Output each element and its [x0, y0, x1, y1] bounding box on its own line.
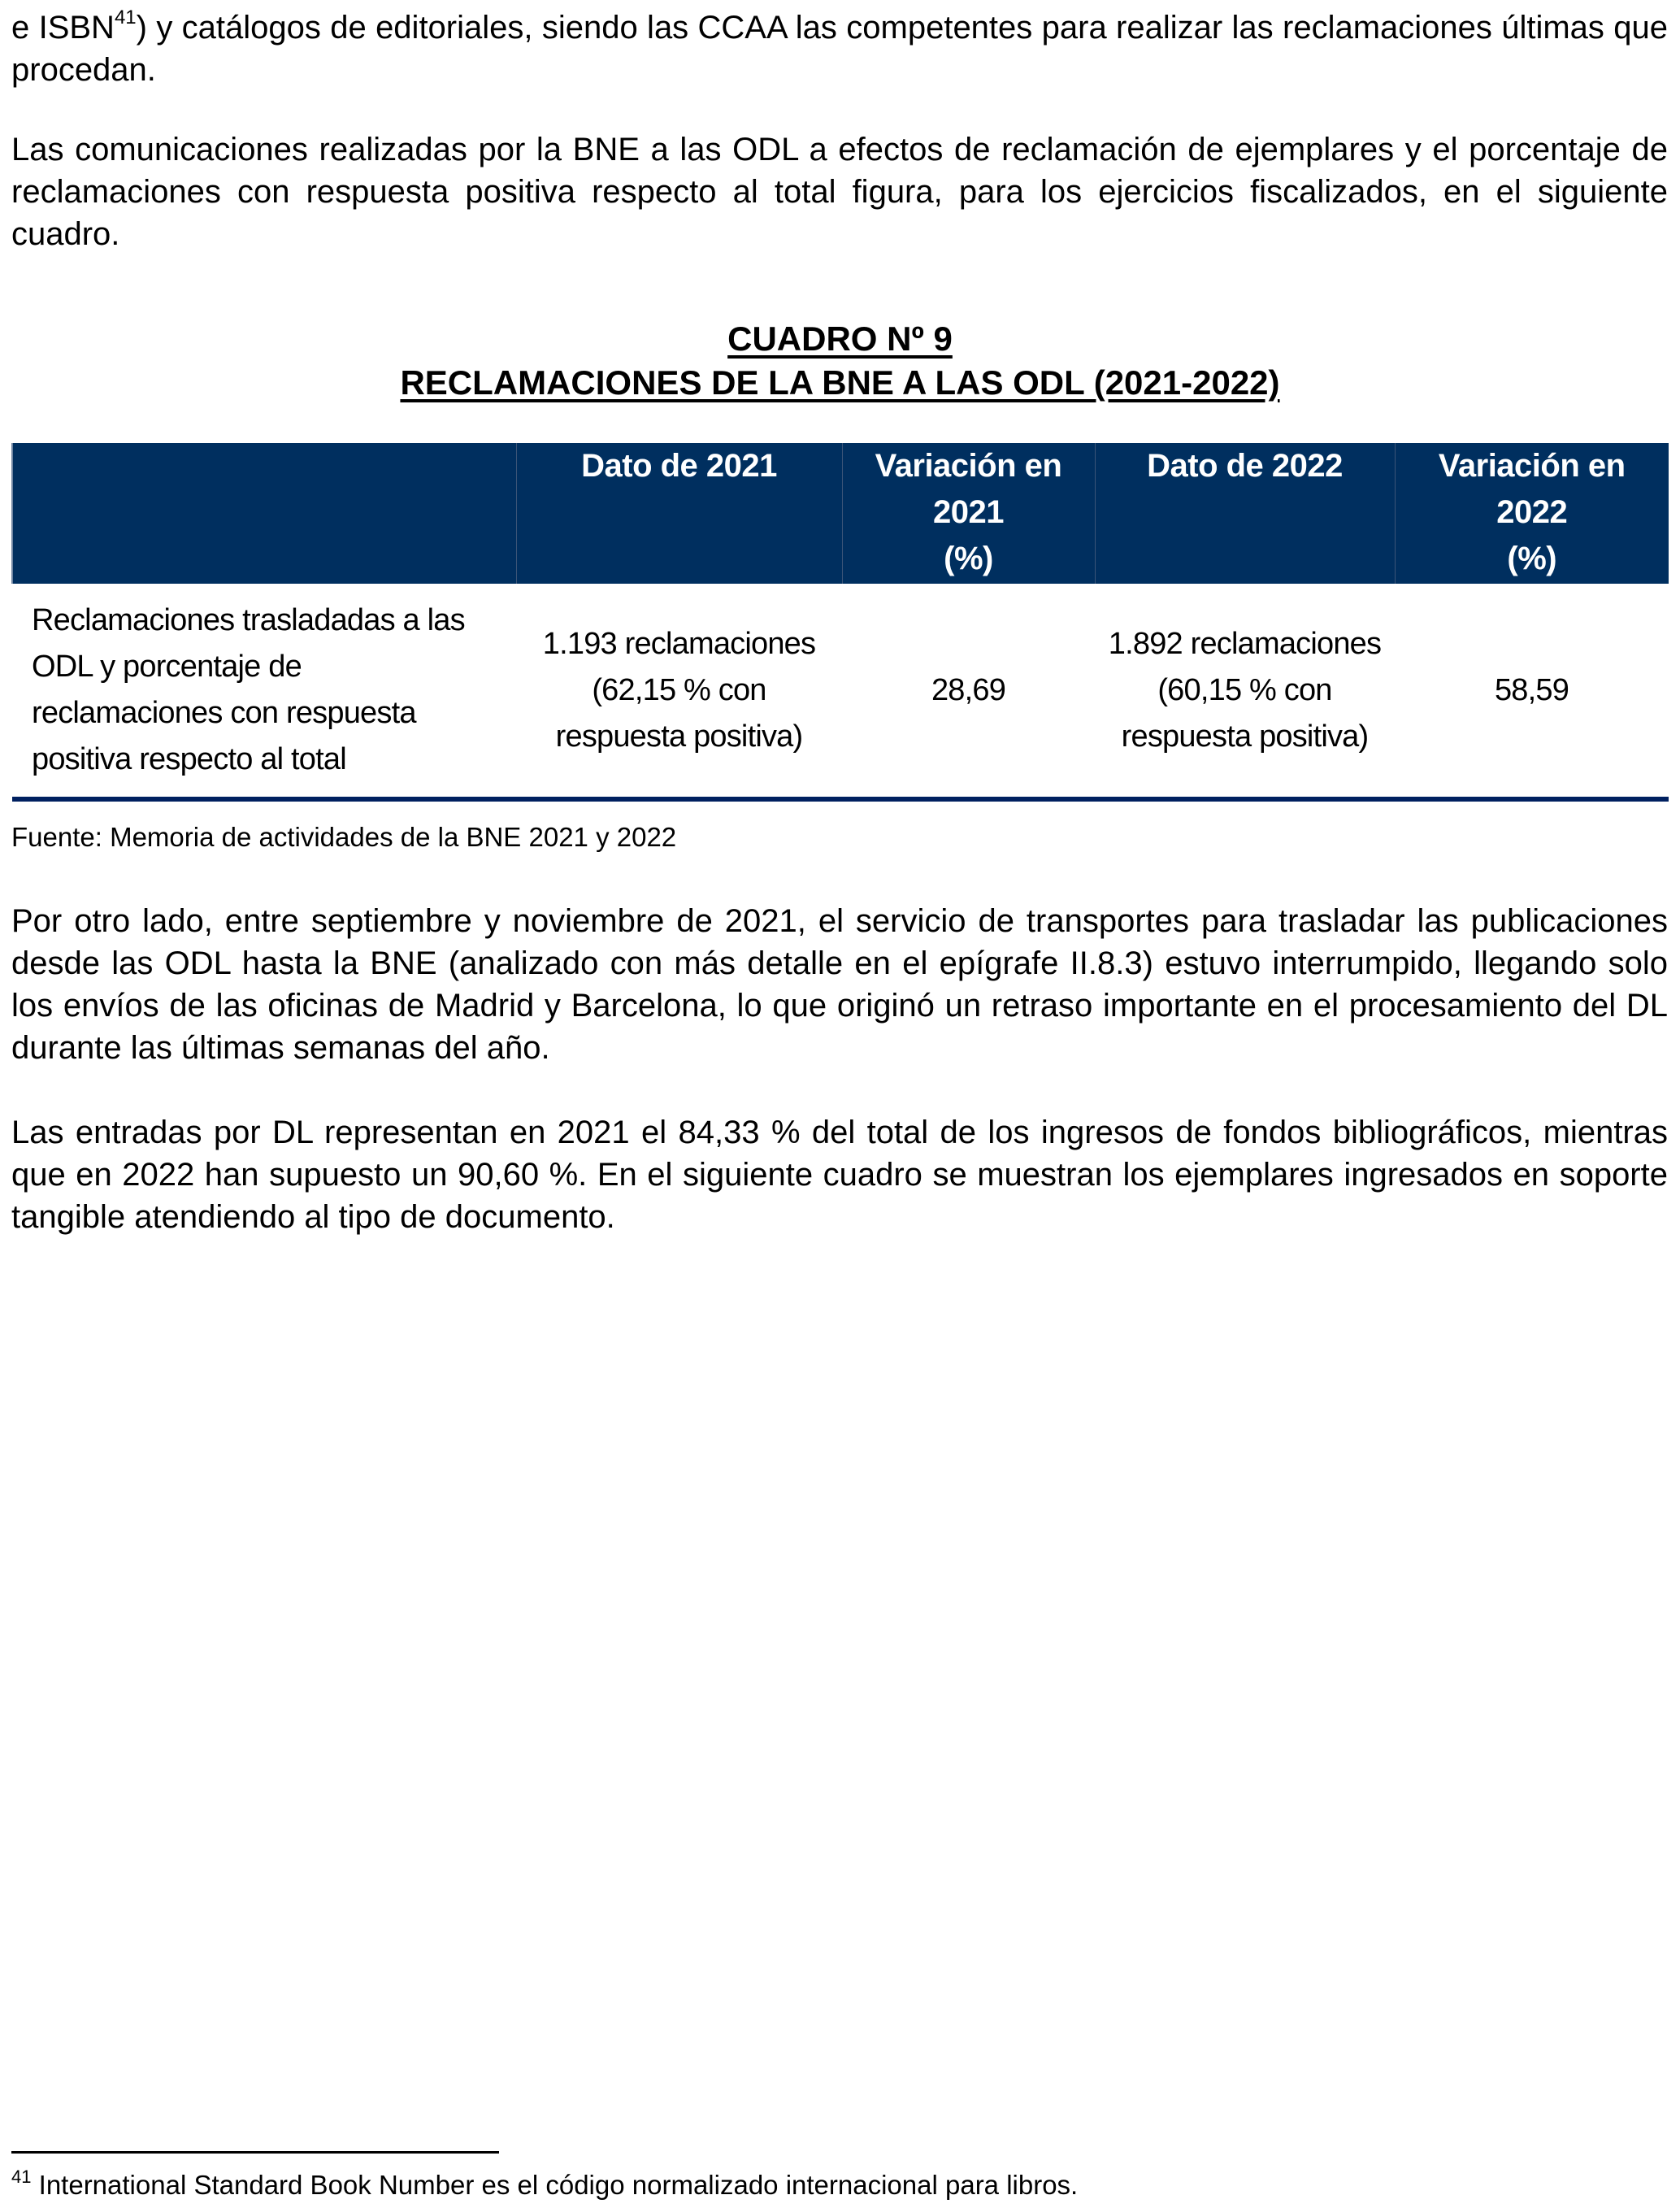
cell-line: (62,15 % con: [592, 672, 766, 707]
header-variacion-2022: [1395, 443, 1669, 584]
cell-dato-2021: [516, 584, 842, 799]
cell-dato-2022: [1095, 584, 1395, 799]
para1-text: e ISBN: [11, 10, 115, 46]
header-text: (%): [944, 541, 993, 576]
header-blank: [12, 443, 516, 584]
footnote-41: [11, 2169, 1078, 2201]
footnote-ref-41[interactable]: 41: [114, 7, 137, 28]
header-dato-2021: [516, 443, 842, 584]
footnote-number: 41: [11, 2167, 32, 2187]
table-row: [12, 584, 1669, 799]
cell-line: 1.892 reclamaciones: [1108, 626, 1382, 661]
header-text: 2021: [933, 494, 1004, 530]
header-text: Variación en: [875, 448, 1062, 484]
header-text: Variación en: [1438, 448, 1626, 484]
header-variacion-2021: [842, 443, 1095, 584]
header-text: Dato de 2022: [1147, 448, 1343, 484]
row-label-line: positiva respecto al total: [32, 742, 346, 776]
body-paragraph-4: Las entradas por DL representan en 2021 el 84,33 % del total de los ingresos de fondos bibliográficos, mientras que en 2022 han supuesto un 90,60 %. En el siguiente cuadro se muestran los ejemplares ingresados en soporte tangible atendiendo al tipo de documento.: [11, 1115, 1668, 1235]
header-dato-2022: [1095, 443, 1395, 584]
row-label: [12, 584, 516, 799]
cell-line: respuesta positiva): [1121, 719, 1369, 754]
body-paragraph-3: Por otro lado, entre septiembre y noviembre de 2021, el servicio de transportes para trasladar las publicaciones desde las ODL hasta la BNE (analizado con más detalle en el epígrafe II.8.3) estuvo interrumpido, llegando solo los envíos de las oficinas de Madrid y Barcelona, lo que originó un retraso importante en el procesamiento del DL durante las últimas semanas del año.: [11, 903, 1668, 1066]
intro-paragraph-2: Las comunicaciones realizadas por la BNE a las ODL a efectos de reclamación de ejemplares y el porcentaje de reclamaciones con respuesta positiva respecto al total figura, para los ejercicios fiscalizados, en el siguiente cuadro.: [11, 132, 1668, 252]
header-text: (%): [1507, 541, 1557, 576]
cell-line: respuesta positiva): [555, 719, 803, 754]
row-label-line: Reclamaciones trasladadas a las: [32, 603, 465, 637]
table-title-text: RECLAMACIONES DE LA BNE A LAS ODL (2021-2022): [400, 363, 1280, 402]
cell-line: (60,15 % con: [1157, 672, 1332, 707]
row-label-line: ODL y porcentaje de: [32, 650, 302, 684]
table-title: [0, 360, 1680, 406]
row-label-line: reclamaciones con respuesta: [32, 696, 416, 730]
intro-paragraph-1: [11, 7, 1668, 91]
cell-variacion-2021: 28,69: [931, 672, 1006, 707]
reclamaciones-table: [11, 443, 1669, 802]
table-number: [0, 316, 1680, 362]
footnote-separator: [11, 2151, 499, 2154]
table-number-text: CUADRO Nº 9: [727, 319, 953, 358]
para1-text-cont: ) y catálogos de editoriales, siendo las CCAA las competentes para realizar las reclamaciones últimas que procedan.: [11, 10, 1669, 88]
table-source: Fuente: Memoria de actividades de la BNE 2021 y 2022: [11, 822, 677, 852]
header-text: 2022: [1496, 494, 1568, 530]
table-header-row: [12, 443, 1669, 584]
cell-line: 1.193 reclamaciones: [542, 626, 816, 661]
cell-variacion-2022: 58,59: [1494, 672, 1569, 707]
footnote-text: International Standard Book Number es el código normalizado internacional para libros.: [31, 2170, 1079, 2200]
header-text: Dato de 2021: [581, 448, 777, 484]
